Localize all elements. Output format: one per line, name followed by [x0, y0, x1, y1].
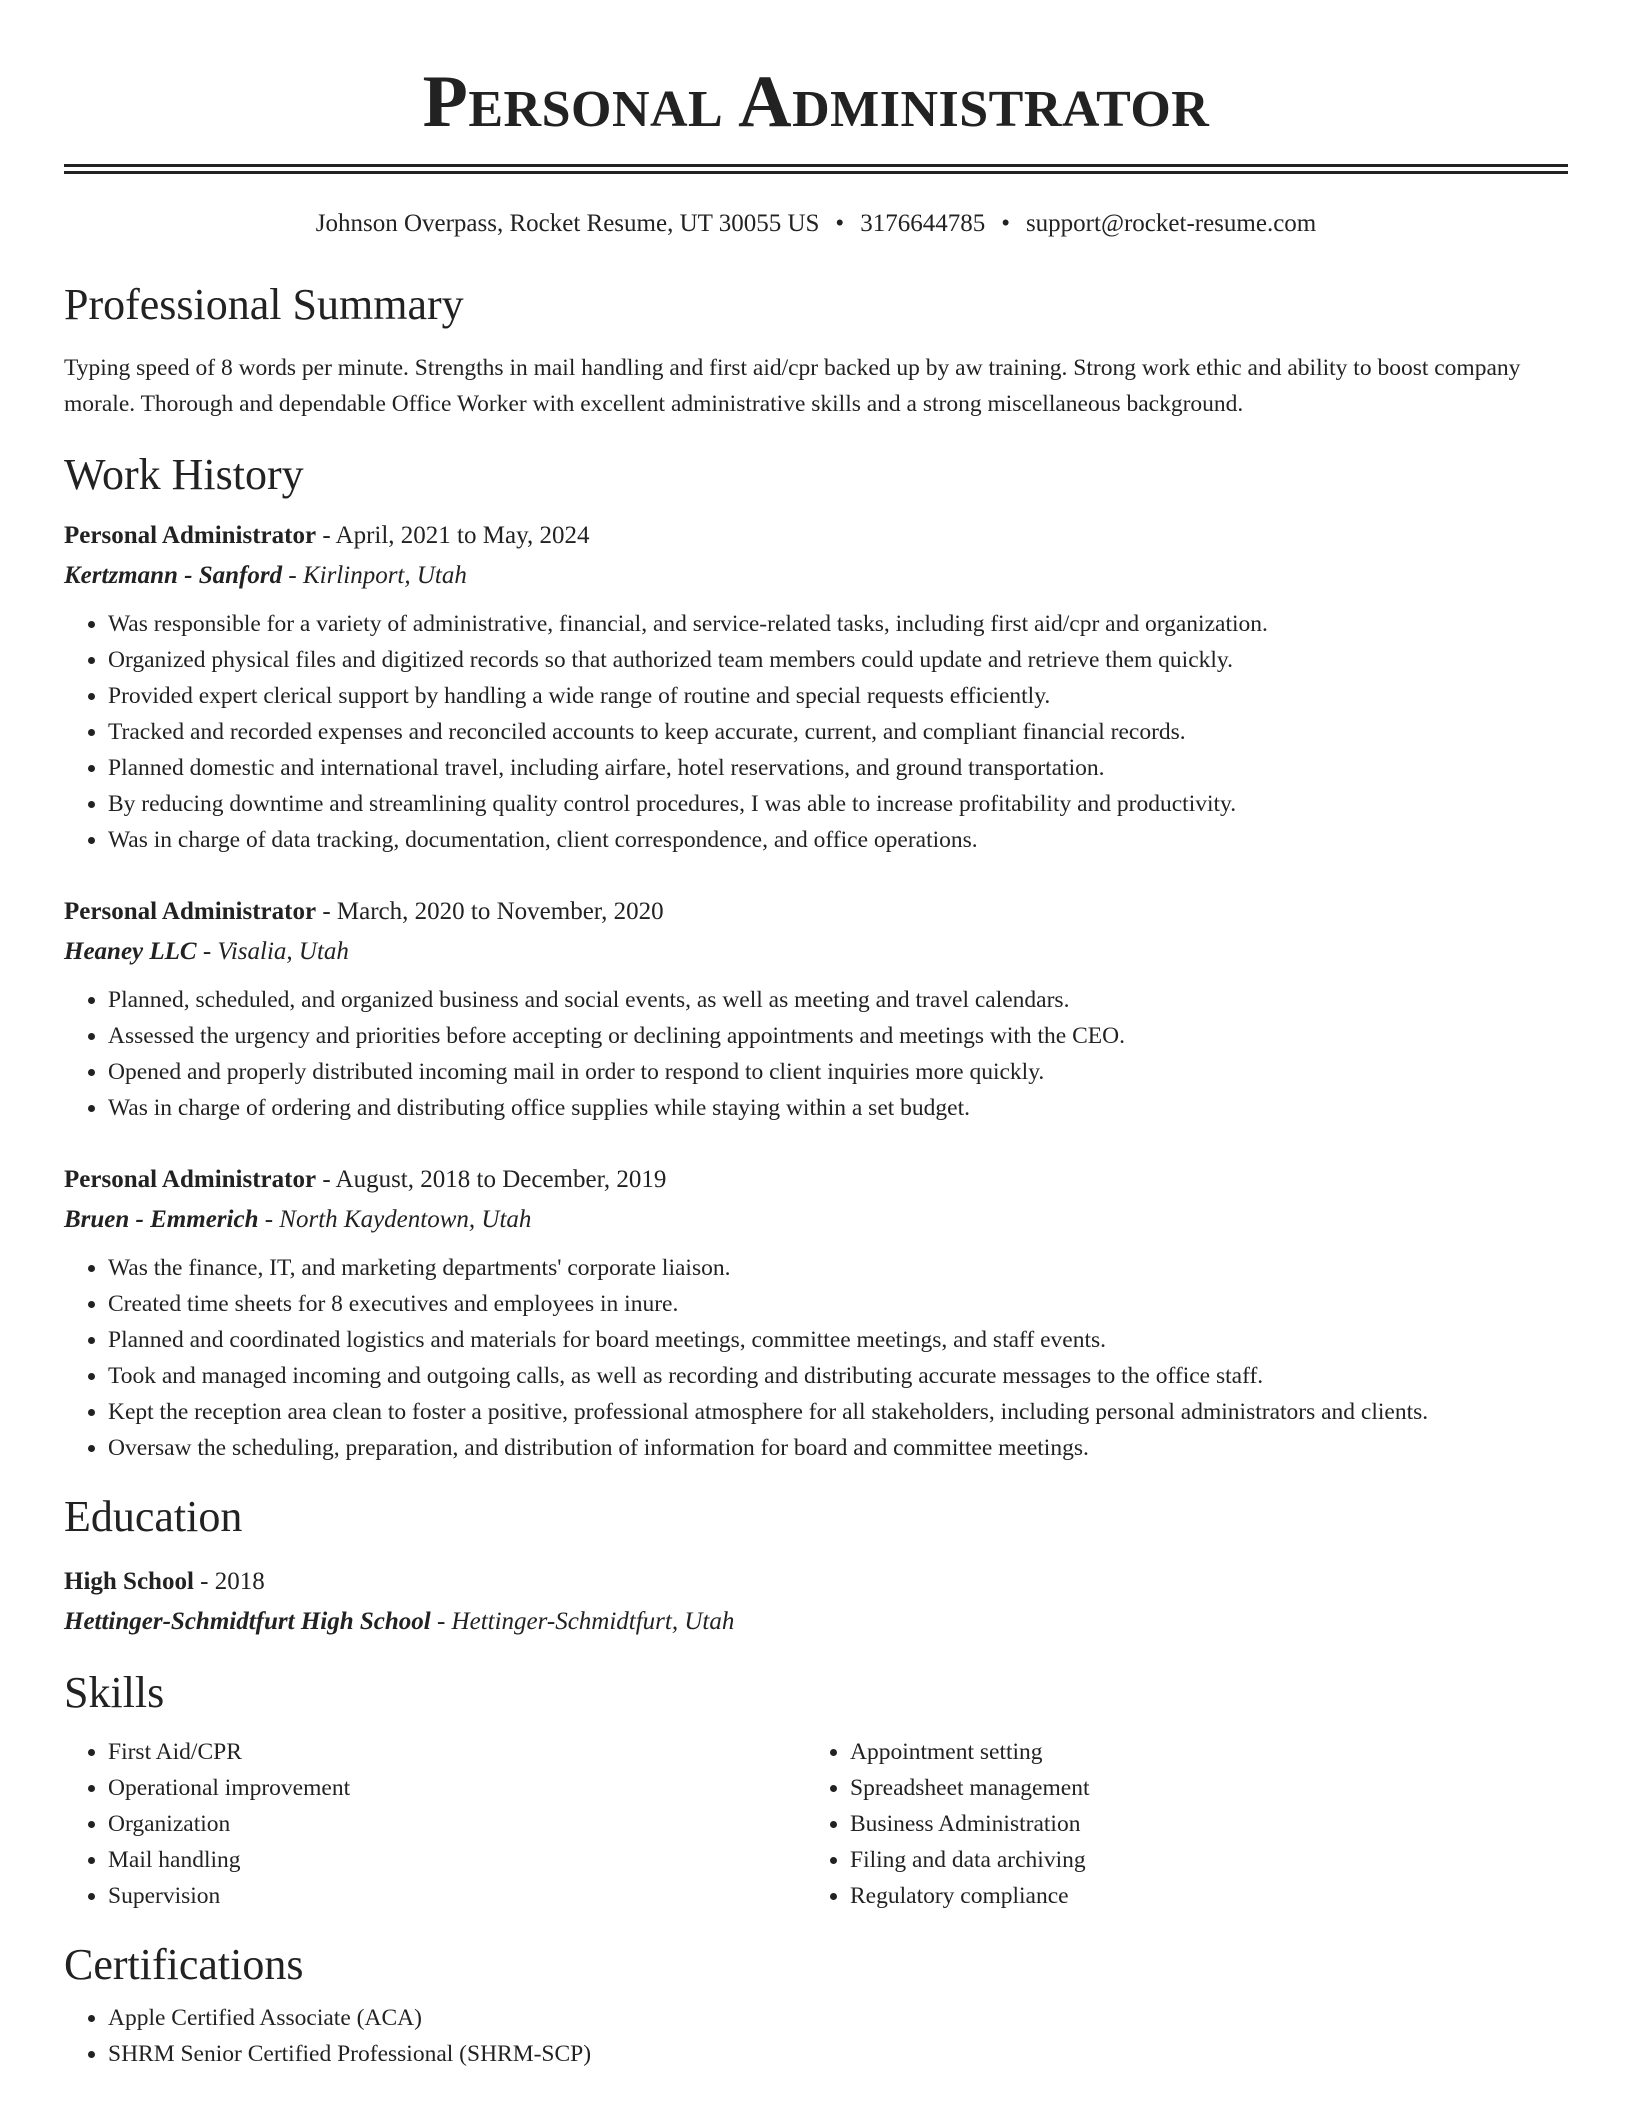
list-item: • Tracked and recorded expenses and reconciled accounts to keep accurate, current, and compliant financial records.: [108, 714, 1568, 750]
job-company-line: [64, 556, 1568, 596]
school-line: [64, 1602, 1568, 1642]
job-dates: - August, 2018 to December, 2019: [316, 1166, 667, 1193]
job-title: Personal Administrator: [64, 1166, 317, 1193]
job-bullets: [64, 1250, 1568, 1466]
resume-page: [64, 0, 1568, 2072]
skills-grid: [64, 1734, 1568, 1914]
job-dates: - April, 2021 to May, 2024: [316, 522, 590, 549]
list-item: • Was the finance, IT, and marketing departments' corporate liaison.: [108, 1250, 1568, 1286]
skill-item: • Regulatory compliance: [850, 1878, 1548, 1914]
skills-column-right: [806, 1734, 1548, 1914]
summary-section: [64, 280, 1568, 422]
list-item: • Planned, scheduled, and organized business and social events, as well as meeting and travel calendars.: [108, 982, 1568, 1018]
page-title: Personal Administrator: [422, 61, 1210, 143]
skill-item: • Spreadsheet management: [850, 1770, 1548, 1806]
list-item: • Oversaw the scheduling, preparation, and distribution of information for board and committee meetings.: [108, 1430, 1568, 1466]
job-location: - North Kaydentown, Utah: [258, 1206, 532, 1233]
list-item: • Created time sheets for 8 executives and employees in inure.: [108, 1286, 1568, 1322]
work-history-section: [64, 450, 1568, 1466]
list-item: • Provided expert clerical support by handling a wide range of routine and special requests efficiently.: [108, 678, 1568, 714]
skill-item: • First Aid/CPR: [108, 1734, 806, 1770]
education-section: [64, 1492, 1568, 1642]
school-location: - Hettinger-Schmidtfurt, Utah: [430, 1608, 735, 1635]
skill-item: • Appointment setting: [850, 1734, 1548, 1770]
graduation-year: - 2018: [193, 1568, 265, 1595]
contact-phone: 3176644785: [860, 210, 986, 237]
job-company-line: [64, 1200, 1568, 1240]
skills-column-left: [64, 1734, 806, 1914]
job-company: Bruen - Emmerich: [64, 1206, 259, 1233]
list-item: • Planned and coordinated logistics and materials for board meetings, committee meetings, and staff events.: [108, 1322, 1568, 1358]
job-entry-3: [64, 1160, 1568, 1466]
summary-text: Typing speed of 8 words per minute. Strengths in mail handling and first aid/cpr backed up by aw training. Strong work ethic and ability to boost company morale. Thorough and dependable Office Worker with excellent administrative skills and a strong miscellaneous background.: [64, 355, 1521, 417]
contact-line: [64, 208, 1568, 240]
list-item: • Was responsible for a variety of administrative, financial, and service-related tasks, including first aid/cpr and organization.: [108, 606, 1568, 642]
list-item: • Opened and properly distributed incoming mail in order to respond to client inquiries more quickly.: [108, 1054, 1568, 1090]
job-dates: - March, 2020 to November, 2020: [316, 898, 664, 925]
skill-item: • Supervision: [108, 1878, 806, 1914]
job-location: - Kirlinport, Utah: [282, 562, 467, 589]
education-heading: Education: [64, 1492, 243, 1541]
education-entry: [64, 1562, 1568, 1642]
skills-section: [64, 1668, 1568, 1914]
job-title-line: [64, 1160, 1568, 1200]
job-bullets: [64, 982, 1568, 1126]
degree: High School: [64, 1568, 194, 1595]
contact-email: support@rocket-resume.com: [1025, 210, 1317, 237]
work-history-heading: Work History: [64, 450, 304, 499]
job-company-line: [64, 932, 1568, 972]
job-bullets: [64, 606, 1568, 858]
list-item: • Organized physical files and digitized records so that authorized team members could update and retrieve them quickly.: [108, 642, 1568, 678]
contact-separator: •: [835, 210, 845, 237]
list-item: • Was in charge of ordering and distributing office supplies while staying within a set budget.: [108, 1090, 1568, 1126]
list-item: • Was in charge of data tracking, documentation, client correspondence, and office operations.: [108, 822, 1568, 858]
degree-line: [64, 1562, 1568, 1602]
job-title: Personal Administrator: [64, 522, 317, 549]
job-location: - Visalia, Utah: [196, 938, 349, 965]
skill-item: • Mail handling: [108, 1842, 806, 1878]
job-title: Personal Administrator: [64, 898, 317, 925]
job-entry-1: [64, 516, 1568, 858]
list-item: • Took and managed incoming and outgoing calls, as well as recording and distributing accurate messages to the office staff.: [108, 1358, 1568, 1394]
job-title-line: [64, 892, 1568, 932]
certifications-section: [64, 1940, 1568, 2072]
list-item: • By reducing downtime and streamlining quality control procedures, I was able to increase profitability and productivity.: [108, 786, 1568, 822]
skill-item: • Organization: [108, 1806, 806, 1842]
contact-address: Johnson Overpass, Rocket Resume, UT 30055 US: [315, 210, 820, 237]
skill-item: • Filing and data archiving: [850, 1842, 1548, 1878]
job-entry-2: [64, 892, 1568, 1126]
list-item: • Assessed the urgency and priorities before accepting or declining appointments and meetings with the CEO.: [108, 1018, 1568, 1054]
list-item: • Planned domestic and international travel, including airfare, hotel reservations, and ground transportation.: [108, 750, 1568, 786]
certifications-heading: Certifications: [64, 1940, 304, 1989]
job-company: Heaney LLC: [64, 938, 197, 965]
school-name: Hettinger-Schmidtfurt High School: [64, 1608, 431, 1635]
job-company: Kertzmann - Sanford: [64, 562, 283, 589]
contact-separator: •: [1001, 210, 1010, 237]
certification-item: • Apple Certified Associate (ACA): [108, 2000, 1568, 2036]
job-title-line: [64, 516, 1568, 556]
certification-item: • SHRM Senior Certified Professional (SHRM-SCP): [108, 2036, 1568, 2072]
summary-heading: Professional Summary: [64, 280, 464, 329]
skill-item: • Operational improvement: [108, 1770, 806, 1806]
list-item: • Kept the reception area clean to foster a positive, professional atmosphere for all stakeholders, including personal administrators and clients.: [108, 1394, 1568, 1430]
skill-item: • Business Administration: [850, 1806, 1548, 1842]
certifications-list: [64, 2000, 1568, 2072]
skills-heading: Skills: [64, 1668, 165, 1717]
title-double-rule: [64, 164, 1568, 174]
